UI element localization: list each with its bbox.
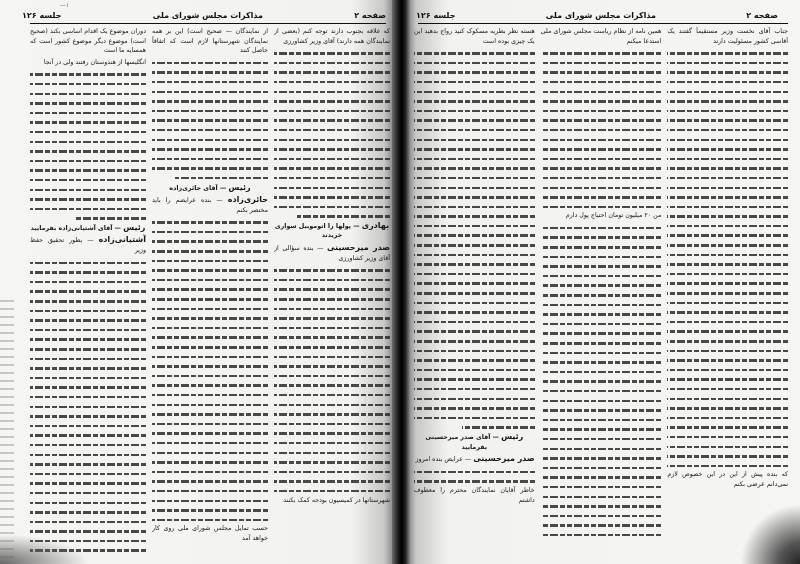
text-columns — [30, 27, 390, 556]
journal-title: مذاکرات مجلس شورای ملی — [545, 10, 656, 20]
text-column — [667, 27, 788, 556]
text-column — [152, 27, 268, 556]
text-column — [414, 27, 535, 556]
paragraph: هسته نظر بطریه مسکوک کنید رواج بدهید این یک چیزی بوده است — [413, 28, 535, 45]
page-number: صفحه ۲ — [746, 10, 778, 20]
text-columns — [414, 27, 788, 556]
journal-title: مذاکرات مجلس شورای ملی — [152, 10, 263, 20]
paragraph: من ۲۰ میلیون تومان احتیاج پول دارم — [565, 212, 662, 220]
closing-line: خاطر آقایان نمایندگان محترم را معطوف داشتم — [413, 486, 535, 504]
page-header — [416, 8, 778, 22]
paragraph: که علاقه بجنوب دارند توجه کنم (بعضی از نمایندگان همه دارند) آقای وزیر کشاورزی — [274, 28, 390, 45]
page-number: صفحه ۲ — [354, 10, 386, 20]
session-number: جلسه ۱۲۶ — [22, 10, 62, 20]
paragraph: جناب آقای نخست وزیر مستقیماً گفتند یک آقاسی کشور مسئولیت دارند — [667, 28, 788, 45]
book-gutter — [392, 0, 410, 564]
paragraph: انگلیسها از هندوستان رفتند ولی در آنجا — [43, 58, 146, 66]
speaker-heading: بهادری — پولها را اتوموبیل سواری خریدند — [274, 220, 390, 240]
scan-shadow — [740, 504, 800, 564]
speaker-heading: حائری‌زاده — بنده عرایضم را باید مختصر بکنم — [152, 195, 268, 214]
speaker-heading: صدر میرحسینی — عرایض بنده امروز — [415, 454, 535, 464]
speaker-heading: رئیس — آقای صدر میرحسینی بفرمایید — [425, 431, 524, 451]
text-column — [541, 27, 662, 556]
speaker-heading: رئیس — آقای حائری‌زاده — [169, 182, 251, 192]
scan-edge — [0, 300, 14, 560]
closing-line: حسب تمایل مجلس شورای ملی روی کار خواهد آمد — [152, 525, 268, 542]
header-rule — [418, 23, 788, 24]
speaker-heading: آشتیانی‌زاده — بطور تحقیق حفظ وزیر — [30, 235, 146, 255]
text-column — [30, 27, 146, 556]
closing-line: شهرستانها در کمیسیون بودجه کمک بکنند — [283, 496, 390, 504]
text-column — [274, 27, 390, 556]
paragraph: که بنده پیش از این در این خصوص لازم نمی‌دانم عرضی بکنم — [667, 471, 788, 488]
speaker-heading: صدر میرحسینی — بنده سؤالی از آقای وزیر کشاورزی — [274, 243, 390, 262]
paragraph: از نمایندگان — صحیح است) این بر همه نمایندگان شهرستانها لازم است که اتفاقاً حاصل کنند — [152, 28, 268, 55]
paragraph: دوران موضوع یک اقدام اساسی بکند (صحیح است) موضوع دیگر موضوع کشور است که همسایه ما است — [30, 28, 146, 55]
paragraph: همین نامه از نظام ریاست مجلس شورای ملی استدعا میکنم — [540, 28, 662, 45]
page-mark: —۱ — [60, 2, 70, 9]
header-rule — [30, 23, 386, 24]
session-number: جلسه ۱۲۶ — [416, 10, 456, 20]
right-page — [400, 0, 800, 564]
page-header — [22, 8, 386, 22]
scan-shadow — [0, 534, 90, 564]
speaker-heading: رئیس — آقای آشتیانی‌زاده بفرمایید — [30, 222, 146, 232]
